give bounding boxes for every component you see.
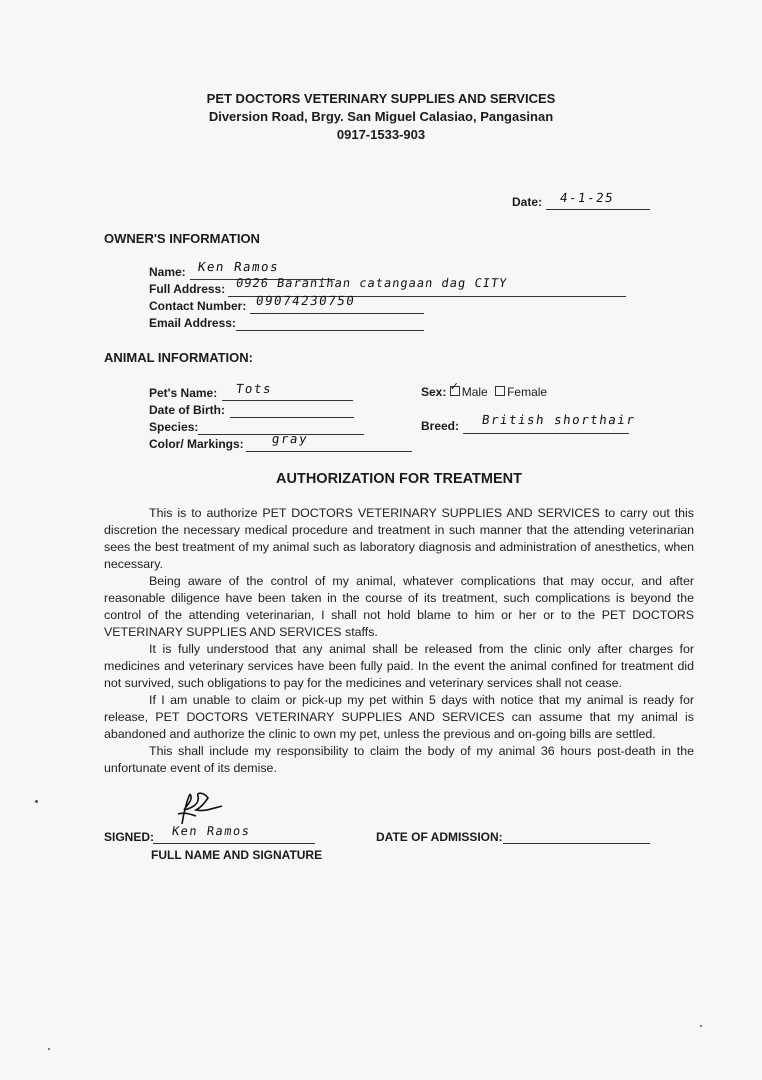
pet-name-value[interactable]: Tots: [234, 381, 274, 396]
owner-contact-value[interactable]: 09074230750: [254, 293, 357, 308]
pet-name-line: [222, 400, 353, 401]
signed-name-value[interactable]: Ken Ramos: [171, 824, 252, 838]
sex-label: Sex:: [421, 385, 447, 399]
owner-contact-label: Contact Number:: [149, 299, 247, 313]
dob-label: Date of Birth:: [149, 403, 225, 417]
breed-line: [463, 433, 629, 434]
admission-label: DATE OF ADMISSION:: [376, 830, 503, 844]
dob-line: [230, 417, 354, 418]
company-address: Diversion Road, Brgy. San Miguel Calasiao, Pangasinan: [208, 109, 554, 124]
signed-line: [153, 843, 315, 844]
scan-speck: [48, 1048, 50, 1050]
owner-email-label: Email Address:: [149, 316, 236, 330]
signed-label: SIGNED:: [104, 830, 155, 844]
breed-value[interactable]: British shorthair: [480, 412, 637, 427]
signature-caption: FULL NAME AND SIGNATURE: [151, 848, 323, 862]
authorization-paragraph: It is fully understood that any animal shall be released from the clinic only after charges for medicines and veterinary services have been fully paid. In the event the animal confined for treatment did not survived, such obligations to pay for the medicines and veterinary services shall not cease.: [104, 642, 694, 690]
authorization-paragraph: If I am unable to claim or pick-up my pet within 5 days with notice that my animal is ready for release, PET DOCTORS VETERINARY SUPPLIES AND SERVICES can assume that my animal is abandoned and authorize the clinic to own my pet, unless the previous and on-going bills are settled.: [104, 693, 694, 741]
date-line: [546, 209, 650, 210]
date-value[interactable]: 4-1-25: [558, 190, 616, 205]
company-name: PET DOCTORS VETERINARY SUPPLIES AND SERVICES: [206, 91, 556, 106]
authorization-body: [104, 505, 694, 777]
scan-speck: [700, 1025, 702, 1027]
breed-label: Breed:: [421, 419, 460, 433]
scan-speck: [35, 800, 38, 803]
animal-section-title: ANIMAL INFORMATION:: [104, 350, 253, 365]
owner-section-title: OWNER'S INFORMATION: [104, 231, 260, 246]
color-label: Color/ Markings:: [149, 437, 244, 451]
authorization-paragraph: Being aware of the control of my animal, whatever complications that may occur, and after reasonable diligence have been taken in the course of its treatment, such complications is beyond the control of the attending veterinarian, I shall not hold blame to him or her or to the PET DOCTORS VETERINARY SUPPLIES AND SERVICES staffs.: [104, 574, 694, 639]
sex-male-checkbox[interactable]: [449, 381, 460, 396]
admission-line: [503, 843, 650, 844]
owner-email-line: [236, 330, 424, 331]
sex-field: [421, 381, 548, 399]
sex-female-label: Female: [507, 385, 548, 399]
date-label: Date:: [512, 195, 543, 209]
sex-male-label: Male: [461, 385, 488, 399]
pet-name-label: Pet's Name:: [149, 386, 218, 400]
authorization-title: AUTHORIZATION FOR TREATMENT: [276, 471, 522, 487]
owner-name-value[interactable]: Ken Ramos: [196, 259, 281, 274]
color-value[interactable]: gray: [270, 431, 310, 446]
owner-name-label: Name:: [149, 265, 186, 279]
sex-female-checkbox[interactable]: [495, 386, 505, 396]
owner-address-value[interactable]: 0926 Baranihan catangaan dag CITY: [235, 276, 509, 290]
check-mark-icon: ✓: [449, 381, 459, 393]
color-line: [246, 451, 412, 452]
species-label: Species:: [149, 420, 199, 434]
owner-contact-line: [250, 313, 424, 314]
authorization-paragraph: This is to authorize PET DOCTORS VETERINARY SUPPLIES AND SERVICES to carry out this discretion the necessary medical procedure and treatment in such manner that the attending veterinarian sees the best treatment of my animal such as laboratory diagnosis and administration of anesthetics, when necessary.: [104, 506, 694, 571]
owner-address-label: Full Address:: [149, 282, 226, 296]
authorization-paragraph: This shall include my responsibility to claim the body of my animal 36 hours post-death in the unfortunate event of its demise.: [104, 744, 694, 775]
company-phone: 0917-1533-903: [336, 127, 426, 142]
